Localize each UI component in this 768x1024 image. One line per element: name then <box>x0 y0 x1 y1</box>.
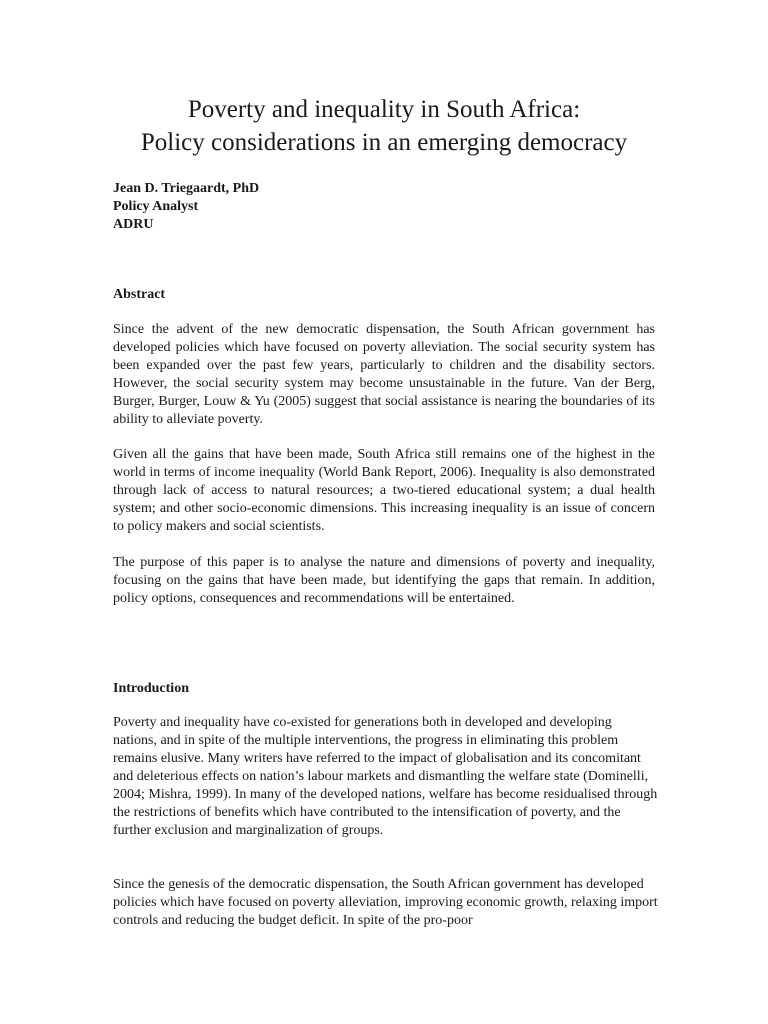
introduction-paragraph-1: Poverty and inequality have co-existed for generations both in developed and developing nations, and in spite of the multiple interventions, the progress in eliminating this problem remains elusive. Many writers have referred to the impact of globalisation and its concomitant and deleterious effects on nation’s labour markets and dismantling the welfare state (Dominelli, 2004; Mishra, 1999). In many of the developed nations, welfare has become residualised through the restrictions of benefits which have contributed to the intensification of poverty, and the further exclusion and marginalization of groups. <box>113 715 658 838</box>
author-block <box>113 180 259 234</box>
author-role: Policy Analyst <box>113 199 199 214</box>
title-line-1: Poverty and inequality in South Africa: <box>187 96 581 123</box>
introduction-heading: Introduction <box>113 681 189 696</box>
abstract-paragraph-3: The purpose of this paper is to analyse the nature and dimensions of poverty and inequality, focusing on the gains that have been made, but identifying the gaps that remain. In addition, policy options, consequences and recommendations will be entertained. <box>113 555 655 606</box>
title-line-2: Policy considerations in an emerging democracy <box>140 129 628 156</box>
abstract-heading: Abstract <box>113 287 166 302</box>
abstract-paragraph-1: Since the advent of the new democratic dispensation, the South African government has developed policies which have focused on poverty alleviation. The social security system has been expanded over the past few years, particularly to children and the disability sectors. However, the social security system may become unsustainable in the future. Van der Berg, Burger, Burger, Louw & Yu (2005) suggest that social assistance is nearing the boundaries of its ability to alleviate poverty. <box>113 322 655 427</box>
paper-title <box>60 93 708 159</box>
author-organization: ADRU <box>113 217 154 232</box>
abstract-paragraph-2: Given all the gains that have been made, South Africa still remains one of the highest in the world in terms of income inequality (World Bank Report, 2006). Inequality is also demonstrated through lack of access to natural resources; a two-tiered educational system; a dual health system; and other socio-economic dimensions. This increasing inequality is an issue of concern to policy makers and social scientists. <box>113 447 655 534</box>
author-name: Jean D. Triegaardt, PhD <box>113 181 260 196</box>
introduction-paragraph-2: Since the genesis of the democratic dispensation, the South African government has developed policies which have focused on poverty alleviation, improving economic growth, relaxing import controls and reducing the budget deficit. In spite of the pro-poor <box>113 877 658 928</box>
